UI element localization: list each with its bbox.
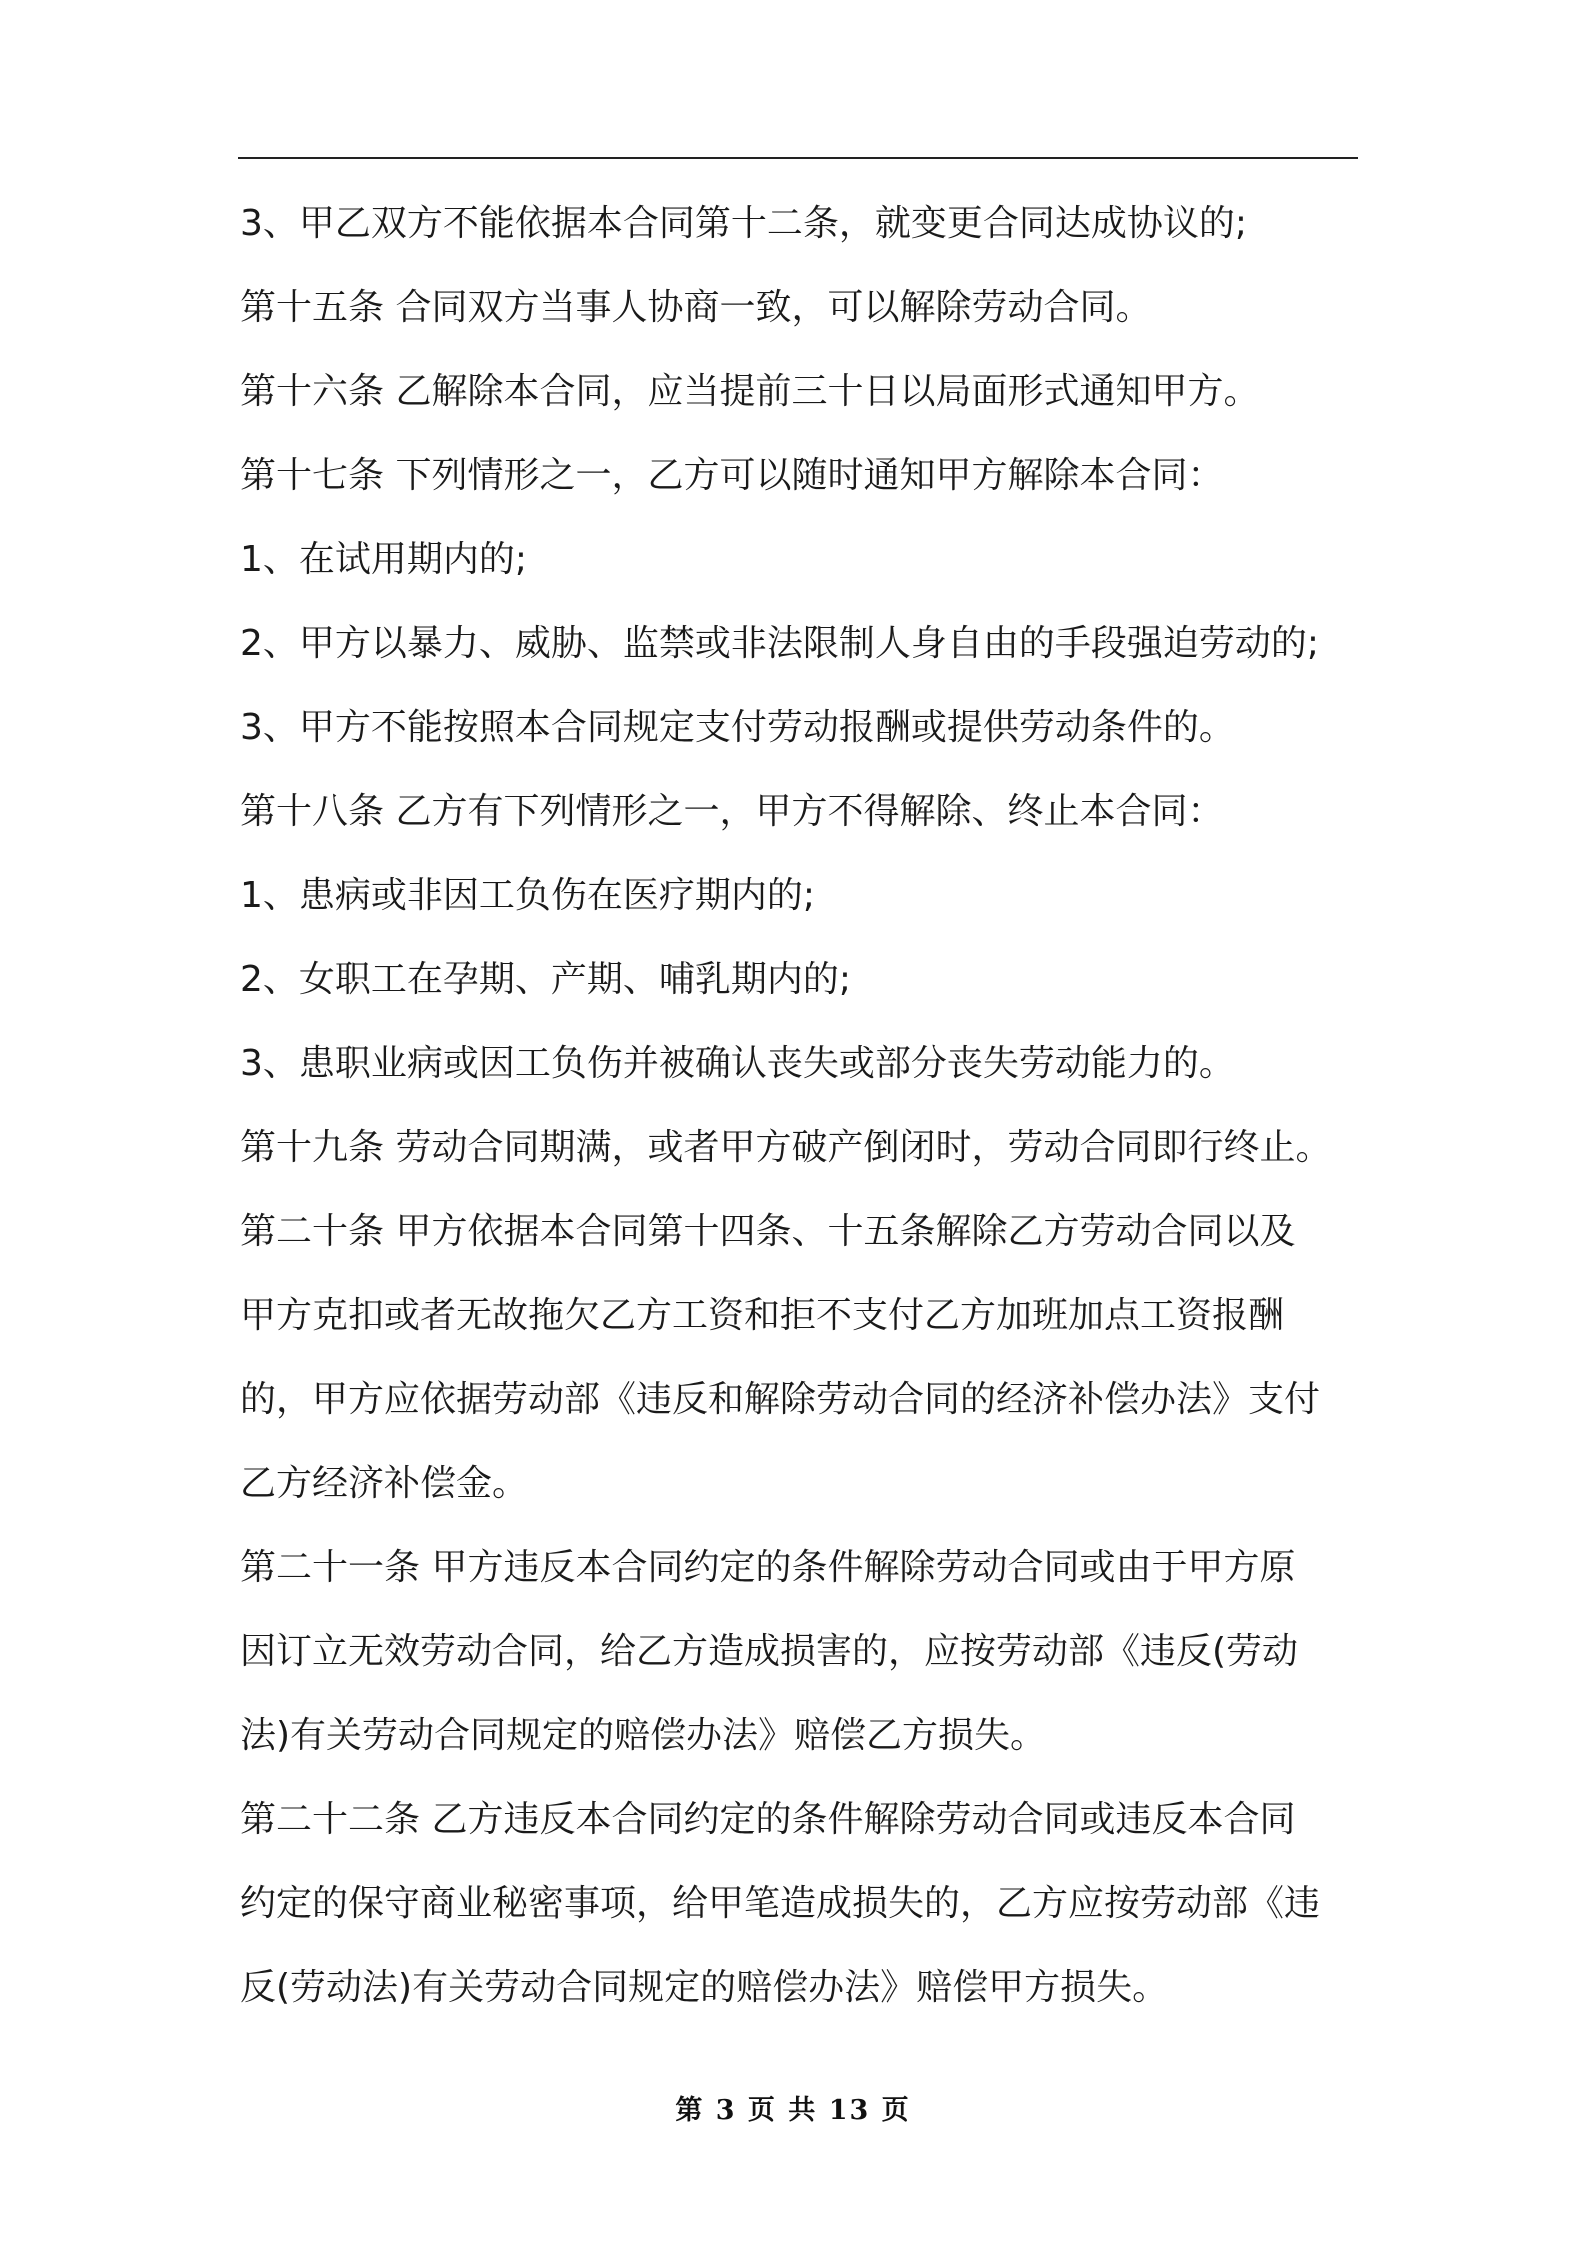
text-line: 第十六条 乙解除本合同，应当提前三十日以局面形式通知甲方。 — [240, 371, 1260, 412]
text-line: 第二十二条 乙方违反本合同约定的条件解除劳动合同或违反本合同 — [240, 1799, 1296, 1840]
text-line: 甲方克扣或者无故拖欠乙方工资和拒不支付乙方加班加点工资报酬 — [240, 1295, 1285, 1336]
text-line: 第十九条 劳动合同期满，或者甲方破产倒闭时，劳动合同即行终止。 — [240, 1127, 1332, 1168]
text-line: 法)有关劳动合同规定的赔偿办法》赔偿乙方损失。 — [240, 1715, 1047, 1756]
text-line: 3、甲乙双方不能依据本合同第十二条，就变更合同达成协议的; — [240, 203, 1248, 244]
text-line: 第十八条 乙方有下列情形之一，甲方不得解除、终止本合同： — [240, 791, 1224, 832]
text-line: 2、女职工在孕期、产期、哺乳期内的; — [240, 959, 852, 1000]
text-line: 第二十条 甲方依据本合同第十四条、十五条解除乙方劳动合同以及 — [240, 1211, 1296, 1252]
text-line: 第十七条 下列情形之一，乙方可以随时通知甲方解除本合同： — [240, 455, 1224, 496]
header-rule — [238, 157, 1358, 159]
text-line: 约定的保守商业秘密事项，给甲笔造成损失的，乙方应按劳动部《违 — [240, 1883, 1321, 1924]
text-line: 1、患病或非因工负伤在医疗期内的; — [240, 875, 816, 916]
text-line: 2、甲方以暴力、威胁、监禁或非法限制人身自由的手段强迫劳动的; — [240, 623, 1320, 664]
text-line: 1、在试用期内的; — [240, 539, 528, 580]
text-line: 第十五条 合同双方当事人协商一致，可以解除劳动合同。 — [240, 287, 1152, 328]
text-line: 的，甲方应依据劳动部《违反和解除劳动合同的经济补偿办法》支付 — [240, 1379, 1321, 1420]
text-line: 乙方经济补偿金。 — [240, 1463, 529, 1504]
text-line: 3、甲方不能按照本合同规定支付劳动报酬或提供劳动条件的。 — [240, 707, 1235, 748]
text-line: 3、患职业病或因工负伤并被确认丧失或部分丧失劳动能力的。 — [240, 1043, 1235, 1084]
text-line: 反(劳动法)有关劳动合同规定的赔偿办法》赔偿甲方损失。 — [240, 1967, 1169, 2008]
text-line: 因订立无效劳动合同，给乙方造成损害的，应按劳动部《违反(劳动 — [240, 1631, 1299, 1672]
page-number: 第 3 页 共 13 页 — [675, 2095, 911, 2126]
document-body — [240, 182, 1360, 2030]
text-line: 第二十一条 甲方违反本合同约定的条件解除劳动合同或由于甲方原 — [240, 1547, 1296, 1588]
